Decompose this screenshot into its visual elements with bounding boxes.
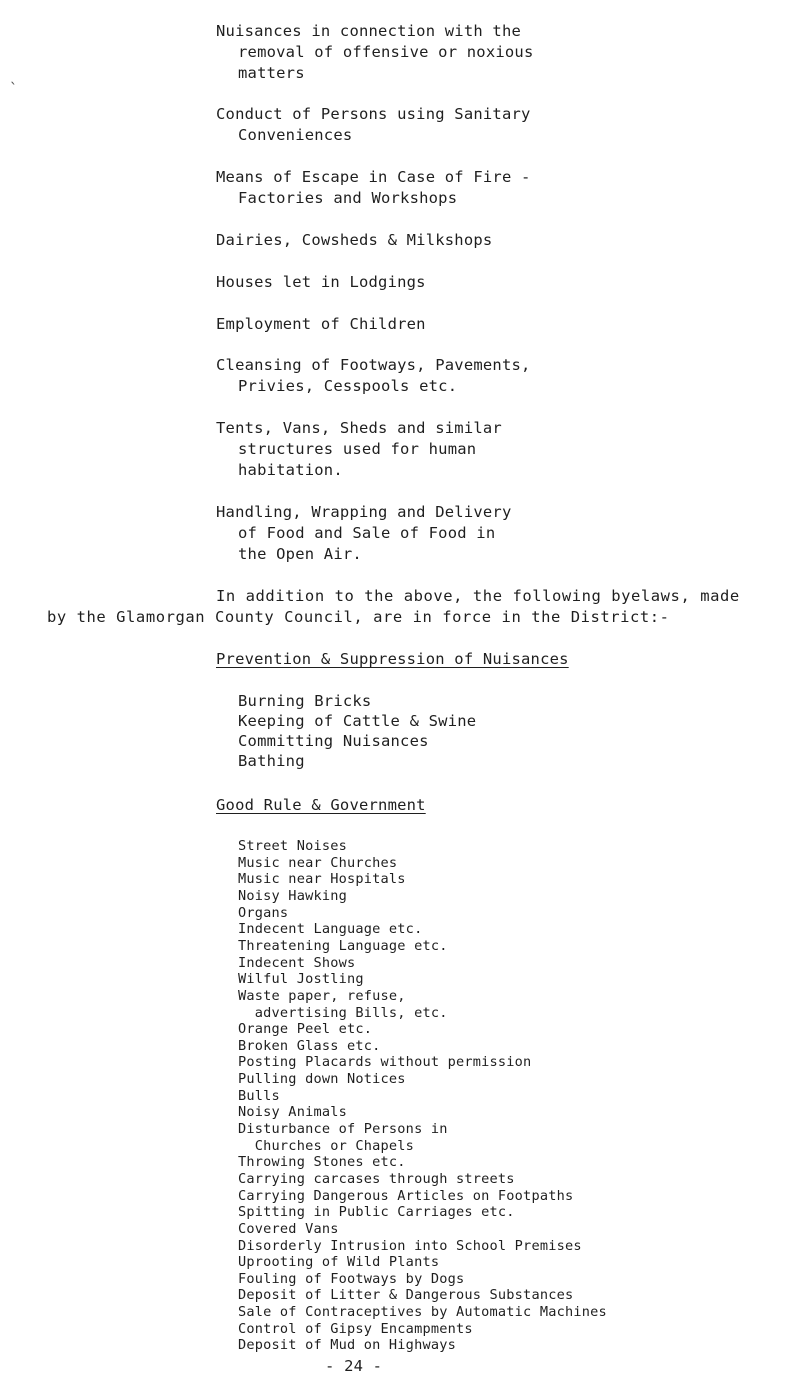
list-item-tents-2: structures used for human <box>238 440 477 458</box>
good-rule-item: Music near Hospitals <box>238 871 406 888</box>
intro-line-2: by the Glamorgan County Council, are in force in the District:- <box>47 608 670 626</box>
list-item-food-2: of Food and Sale of Food in <box>238 524 496 542</box>
list-item-nuisances-1: Nuisances in connection with the <box>216 22 522 40</box>
good-rule-item: Spitting in Public Carriages etc. <box>238 1204 515 1221</box>
good-rule-item: Disturbance of Persons in <box>238 1121 448 1137</box>
nuisance-item: Bathing <box>238 752 305 770</box>
good-rule-item: Organs <box>238 904 289 921</box>
section-heading-nuisances: Prevention & Suppression of Nuisances <box>216 650 569 668</box>
list-item-cleansing-1: Cleansing of Footways, Pavements, <box>216 356 531 374</box>
good-rule-item: Music near Churches <box>238 854 398 871</box>
margin-mark: ` <box>9 80 19 98</box>
good-rule-item: Churches or Chapels <box>238 1137 415 1154</box>
good-rule-item: Control of Gipsy Encampments <box>238 1320 473 1337</box>
list-item-lodgings: Houses let in Lodgings <box>216 273 426 291</box>
good-rule-item: Sale of Contraceptives by Automatic Machines <box>238 1304 607 1321</box>
nuisance-item: Burning Bricks <box>238 692 372 710</box>
page-number: - 24 - <box>325 1357 383 1375</box>
good-rule-item: Uprooting of Wild Plants <box>238 1254 440 1271</box>
good-rule-item: Waste paper, refuse, <box>238 987 406 1004</box>
good-rule-item: Street Noises <box>238 838 347 854</box>
intro-line-1: In addition to the above, the following byelaws, made <box>216 587 740 605</box>
good-rule-item: Disorderly Intrusion into School Premises <box>238 1237 582 1254</box>
list-item-nuisances-3: matters <box>238 64 305 82</box>
list-item-sanitary-2: Conveniences <box>238 126 353 144</box>
good-rule-item: Carrying Dangerous Articles on Footpaths <box>238 1187 574 1204</box>
good-rule-item: Throwing Stones etc. <box>238 1154 406 1171</box>
good-rule-item: Wilful Jostling <box>238 971 364 988</box>
good-rule-item: Indecent Shows <box>238 954 356 971</box>
good-rule-item: advertising Bills, etc. <box>238 1004 448 1021</box>
good-rule-item: Posting Placards without permission <box>238 1054 532 1071</box>
list-item-cleansing-2: Privies, Cesspools etc. <box>238 377 458 395</box>
good-rule-item: Pulling down Notices <box>238 1071 406 1087</box>
list-item-tents-3: habitation. <box>238 461 343 479</box>
nuisance-item: Keeping of Cattle & Swine <box>238 712 477 730</box>
list-item-fire-2: Factories and Workshops <box>238 189 458 207</box>
list-item-sanitary-1: Conduct of Persons using Sanitary <box>216 105 531 123</box>
good-rule-item: Noisy Hawking <box>238 887 347 904</box>
list-item-nuisances-2: removal of offensive or noxious <box>238 43 534 61</box>
good-rule-item: Bulls <box>238 1087 280 1104</box>
nuisance-item: Committing Nuisances <box>238 732 429 750</box>
good-rule-item: Deposit of Litter & Dangerous Substances <box>238 1287 574 1304</box>
list-item-food-3: the Open Air. <box>238 545 362 563</box>
good-rule-item: Covered Vans <box>238 1220 339 1237</box>
good-rule-item: Carrying carcases through streets <box>238 1170 515 1187</box>
list-item-tents-1: Tents, Vans, Sheds and similar <box>216 419 502 437</box>
good-rule-item: Broken Glass etc. <box>238 1037 381 1054</box>
list-item-dairies: Dairies, Cowsheds & Milkshops <box>216 231 493 249</box>
list-item-children: Employment of Children <box>216 315 426 333</box>
section-heading-good-rule: Good Rule & Government <box>216 796 426 814</box>
good-rule-item: Fouling of Footways by Dogs <box>238 1270 465 1287</box>
list-item-food-1: Handling, Wrapping and Delivery <box>216 503 512 521</box>
good-rule-item: Orange Peel etc. <box>238 1021 373 1038</box>
good-rule-item: Deposit of Mud on Highways <box>238 1337 456 1354</box>
list-item-fire-1: Means of Escape in Case of Fire - <box>216 168 531 186</box>
good-rule-item: Threatening Language etc. <box>238 937 448 954</box>
good-rule-item: Indecent Language etc. <box>238 921 423 938</box>
good-rule-item: Noisy Animals <box>238 1104 347 1121</box>
